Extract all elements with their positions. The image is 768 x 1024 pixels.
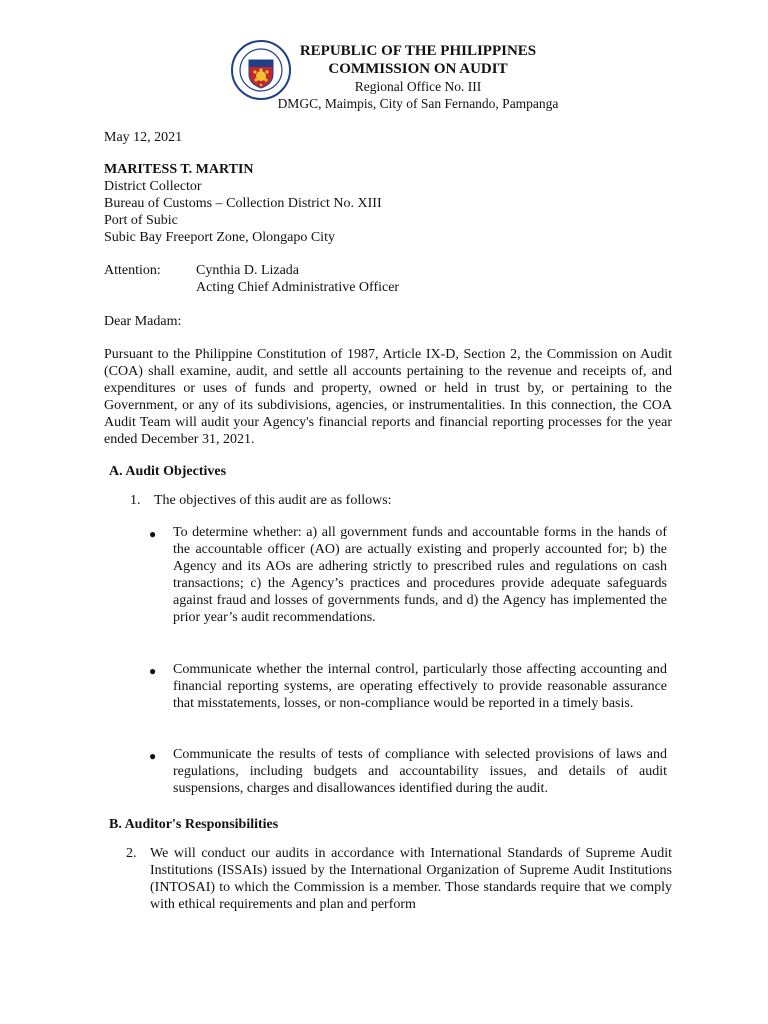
salutation: Dear Madam: [104,314,182,329]
section-b-heading: B. Auditor's Responsibilities [109,817,279,832]
letterhead-address: DMGC, Maimpis, City of San Fernando, Pampanga [277,96,559,111]
recipient-port: Port of Subic [104,213,178,228]
letter-date: May 12, 2021 [104,130,183,145]
letterhead [262,42,574,112]
item-2-text: We will conduct our audits in accordance with International Standards of Supreme Audit Institutions (ISSAIs) issued by the International Organization of Supreme Audit Institutions (INTOSAI) to which the Commission is a member. Those standards require that we comply with ethical requirements and plan and perform [150,846,672,912]
recipient-office: Bureau of Customs – Collection District No. XIII [104,196,382,211]
section-a-heading: A. Audit Objectives [109,464,227,479]
attention-title: Acting Chief Administrative Officer [196,280,400,295]
bullet-icon: ● [149,527,157,541]
objective-bullet-2: Communicate whether the internal control, particularly those affecting accounting and financial reporting systems, are operating effectively to provide reasonable assurance that misstatements, losses, or non-compliance would be reported in a timely basis. [173,662,667,711]
attention-block [196,262,399,296]
attention-label: Attention: [104,263,161,278]
recipient-title: District Collector [104,179,202,194]
bullet-icon: ● [149,749,157,763]
recipient-location: Subic Bay Freeport Zone, Olongapo City [104,230,335,245]
recipient-name: MARITESS T. MARTIN [104,162,254,177]
objective-bullet-1: To determine whether: a) all government funds and accountable forms in the hands of the accountable officer (AO) are actually existing and properly accounted for; b) the Agency and its AOs are adhering strictly to prescribed rules and regulations on cash transactions; c) the Agency’s practices and procedures provide adequate safeguards against fraud and losses of governments funds, and d) the Agency has implemented the prior year’s audit recommendations. [173,525,667,625]
attention-name: Cynthia D. Lizada [196,263,300,278]
bullet-icon: ● [149,664,157,678]
letterhead-office: Regional Office No. III [354,79,482,94]
objective-bullet-3: Communicate the results of tests of compliance with selected provisions of laws and regulations, including budgets and accountability issues, and details of audit suspensions, charges and disallowances identified during the audit. [173,747,667,796]
intro-paragraph: Pursuant to the Philippine Constitution of 1987, Article IX-D, Section 2, the Commission on Audit (COA) shall examine, audit, and settle all accounts pertaining to the revenue and receipts of, and expenditures or uses of funds and property, owned or held in trust by, or pertaining to the Government, or any of its subdivisions, agencies, or instrumentalities. In this connection, the COA Audit Team will audit your Agency's financial reports and financial reporting processes for the year ended December 31, 2021. [104,347,672,447]
item-1-text: The objectives of this audit are as follows: [154,493,392,508]
letterhead-agency: COMMISSION ON AUDIT [328,61,508,77]
letterhead-country: REPUBLIC OF THE PHILIPPINES [299,43,537,59]
item-1-number: 1. [130,493,141,508]
recipient-block [104,161,382,246]
item-2-number: 2. [126,846,137,861]
